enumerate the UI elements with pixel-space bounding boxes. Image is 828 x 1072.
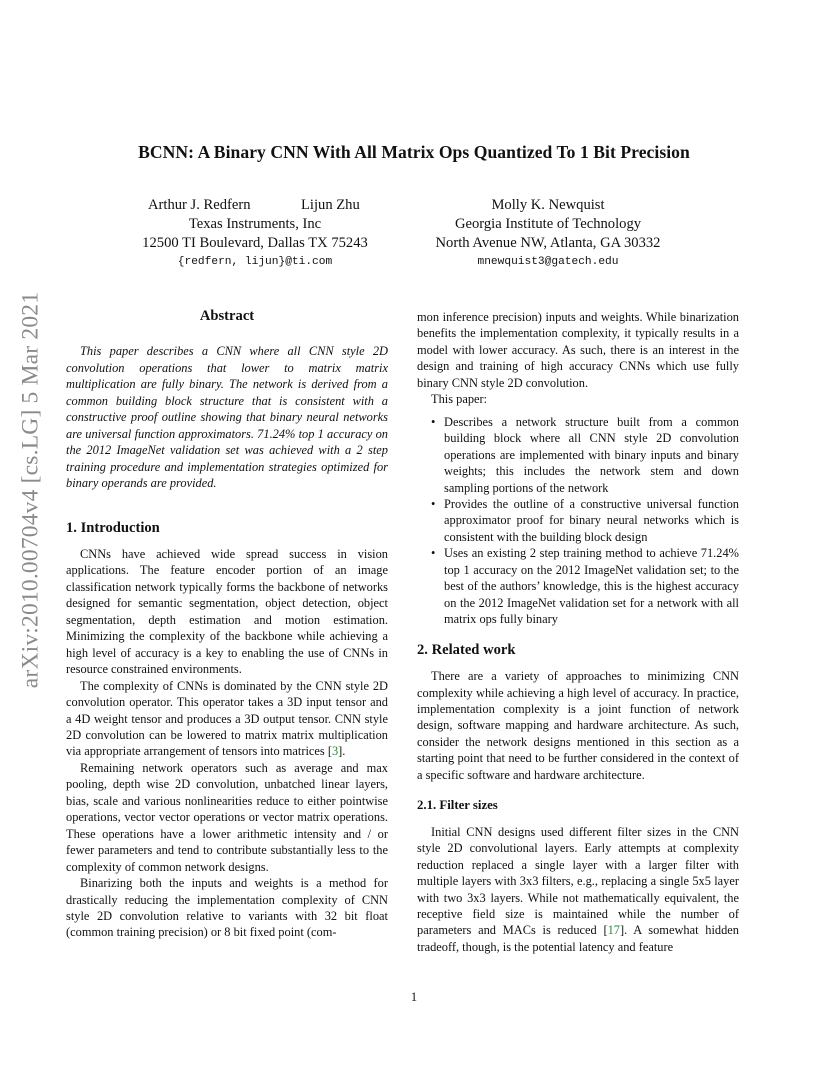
list-item-text: Describes a network structure built from a common building block where all CNN style 2D convolution operations are implemented with binary inputs and binary weights; this includes the network stem and down sampling portions of the network <box>444 414 739 495</box>
address-gatech: North Avenue NW, Atlanta, GA 30332 <box>435 235 661 251</box>
related-work-heading: 2. Related work <box>417 641 516 658</box>
list-item-text: Provides the outline of a constructive universal function approximator proof for binary neural networks which is consistent with the building block design <box>444 496 739 544</box>
filter-sizes-text-end: ]. A somewhat hidden tradeoff, though, is the potential latency and feature <box>417 923 739 954</box>
intro-heading: 1. Introduction <box>66 519 160 536</box>
citation-link-3[interactable]: 3 <box>331 744 339 759</box>
filter-sizes-paragraph <box>417 824 739 956</box>
page-number: 1 <box>410 990 418 1004</box>
left-column <box>66 308 388 941</box>
email-gatech: mnewquist3@gatech.edu <box>477 256 619 268</box>
author-block-ti <box>120 196 390 268</box>
abstract-text: This paper describes a CNN where all CNN style 2D convolution operations that lower to matrix matrix multiplication are fully binary. The network is derived from a common building block structure that is consistent with a constructive proof outline showing that binary neural networks are universal function approximators. 71.24% top 1 accuracy on the 2012 ImageNet validation set was achieved with a 2 step training procedure and implementation strategies optimized for binary operands are provided. <box>66 344 388 491</box>
right-column <box>417 309 739 955</box>
list-item <box>417 545 739 627</box>
paper-title: BCNN: A Binary CNN With All Matrix Ops Quantized To 1 Bit Precision <box>138 142 690 162</box>
abstract-heading: Abstract <box>199 308 255 324</box>
author-names-ti <box>120 196 390 215</box>
arxiv-id-text: arXiv:2010.00704v4 [cs.LG] 5 Mar 2021 <box>17 291 44 689</box>
intro-paragraph-1: CNNs have achieved wide spread success in vision applications. The feature encoder portion of an image classification network typically forms the backbone of networks designed for semantic segmentation, object detection, object segmentation, depth estimation and motion estimation. Minimizing the complexity of the backbone while achieving a high level of accuracy is a key to enabling the use of CNNs in resource constrained environments. <box>66 546 388 677</box>
intro-paragraph-2 <box>66 678 388 760</box>
author-block-gatech <box>413 196 683 268</box>
citation-link-17[interactable]: 17 <box>607 923 620 938</box>
filter-sizes-heading: 2.1. Filter sizes <box>417 798 498 813</box>
affiliation-gatech: Georgia Institute of Technology <box>454 216 642 232</box>
list-item <box>417 496 739 545</box>
author-name-newquist: Molly K. Newquist <box>491 197 605 213</box>
author-name-zhu: Lijun Zhu <box>301 197 360 213</box>
this-paper-label: This paper: <box>431 392 488 407</box>
author-name-redfern: Arthur J. Redfern <box>148 197 251 213</box>
list-item-text: Uses an existing 2 step training method to achieve 71.24% top 1 accuracy on the 2012 ImageNet validation set; to the best of the authors’ knowledge, this is the highest accuracy on the 2012 ImageNet validation set for a network with all matrix ops fully binary <box>444 546 739 627</box>
intro-paragraph-4: Binarizing both the inputs and weights is a method for drastically reducing the implementation complexity of CNN style 2D convolution relative to variants with 32 bit float (common training precision) or 8 bit fixed point (com- <box>66 876 388 940</box>
related-work-paragraph: There are a variety of approaches to minimizing CNN complexity while achieving a high level of accuracy. In practice, implementation complexity is a joint function of network design, software mapping and hardware architecture. As such, consider the network designs mentioned in this section as a starting point that need to be further considered in the context of a specific software and hardware architecture. <box>417 669 739 782</box>
affiliation-ti: Texas Instruments, Inc <box>188 216 322 232</box>
intro-paragraph-2-text: The complexity of CNNs is dominated by the CNN style 2D convolution operator. This operator takes a 3D input tensor and a 4D weight tensor and produces a 3D output tensor. CNN style 2D convolution can be lowered to matrix matrix multiplication via appropriate arrangement of tensors into matrices [ <box>66 678 388 759</box>
bullet-icon: • <box>431 546 436 561</box>
filter-sizes-text: Initial CNN designs used different filter sizes in the CNN style 2D convolutional layers. Early attempts at complexity reduction replaced a single layer with a larger filter with multiple layers with 3x3 filters, e.g., replacing a single 5x5 layer with two 3x3 layers. While not mathematically equivalent, the receptive field size is maintained while the number of parameters and MACs is reduced [ <box>417 824 739 938</box>
list-item <box>417 414 739 496</box>
bullet-icon: • <box>431 414 436 429</box>
bullet-icon: • <box>431 496 436 511</box>
intro-paragraph-2-end: ]. <box>338 744 346 759</box>
email-ti: {redfern, lijun}@ti.com <box>177 256 333 268</box>
contribution-list <box>417 414 739 628</box>
intro-paragraph-3: Remaining network operators such as average and max pooling, depth wise 2D convolution, unbatched linear layers, bias, scale and various nonlinearities reduce to either pointwise operations, vector vector operations or vector matrix operations. These operations have a lower arithmetic intensity and / or fewer parameters and tend to contribute substantially less to the complexity of common network designs. <box>66 760 388 874</box>
address-ti: 12500 TI Boulevard, Dallas TX 75243 <box>142 235 368 251</box>
arxiv-sidebar-stamp <box>6 290 56 690</box>
intro-continuation: mon inference precision) inputs and weights. While binarization benefits the implementation complexity, it typically results in a model with lower accuracy. As such, there is an interest in the design and training of high accuracy CNNs which use fully binary CNN style 2D convolution. <box>417 310 739 390</box>
